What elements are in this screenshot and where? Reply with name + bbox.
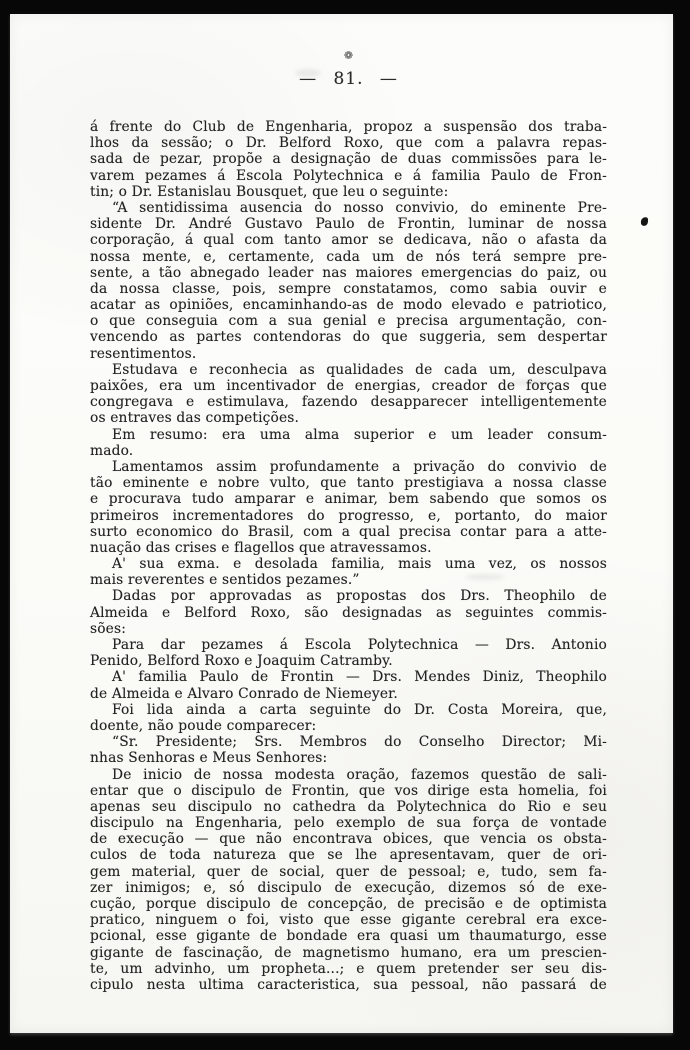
text-line: primeiros incrementadores do progresso, e, portanto, do maior <box>90 507 607 524</box>
text-line: da nossa classe, pois, sempre constatamos, como sabia ouvir e <box>90 280 607 297</box>
text-line: te, um advinho, um propheta...; e quem pretender ser seu dis- <box>90 960 607 977</box>
text-line: e procurava tudo amparar e animar, bem sabendo que somos os <box>90 491 607 508</box>
text-line: pcional, esse gigante de bondade era quasi um thaumaturgo, esse <box>90 928 607 945</box>
text-line: Foi lida ainda a carta seguinte do Dr. Costa Moreira, que, <box>112 701 607 718</box>
text-line: mais reverentes e sentidos pezames.” <box>90 572 360 589</box>
text-line: pratico, ninguem o foi, visto que esse gigante cerebral era exce- <box>90 912 607 929</box>
text-line: Penido, Belford Roxo e Joaquim Catramby. <box>90 653 393 670</box>
text-line: tin; o Dr. Estanislau Bousquet, que leu o seguinte: <box>90 183 449 200</box>
ink-blemish <box>640 216 649 227</box>
page-number: — 81. — <box>299 69 398 89</box>
scan-smudge <box>295 69 321 77</box>
text-line: varem pezames á Escola Polytechnica e á familia Paulo de Fron- <box>90 167 607 184</box>
text-line: doente, não poude comparecer: <box>90 717 317 734</box>
text-line: zer inimigos; e, só discipulo de execução, dizemos só de exe- <box>90 879 607 896</box>
text-line: Almeida e Belford Roxo, são designadas as seguintes commis- <box>90 604 607 621</box>
text-line: discipulo na Engenharia, pelo exemplo de sua força de vontade <box>90 815 607 832</box>
text-line: A' familia Paulo de Frontin — Drs. Mendes Diniz, Theophilo <box>112 669 607 686</box>
text-line: Estudava e reconhecia as qualidades de cada um, desculpava <box>112 361 607 378</box>
text-line: nuação das crises e flagellos que atravessamos. <box>90 539 432 556</box>
text-line: cipulo nesta ultima caracteristica, sua pessoal, não passará de <box>90 976 607 993</box>
scan-smudge <box>510 379 554 386</box>
text-line: vencendo as partes contendoras do que suggeria, sem despertar <box>90 329 607 346</box>
text-line: de execução — que não encontrava obices, que vencia os obsta- <box>90 831 607 848</box>
text-line: “Sr. Presidente; Srs. Membros do Conselho Director; Mi- <box>112 734 607 751</box>
text-line: Em resumo: era uma alma superior e um leader consum- <box>112 426 607 443</box>
text-line: culos de toda natureza que se lhe apresentavam, quer de ori- <box>90 847 607 864</box>
text-line: surto economico do Brasil, com a qual precisa contar para a atte- <box>90 523 607 540</box>
text-line: apenas seu discipulo no cathedra da Polytechnica do Rio e seu <box>90 798 607 815</box>
text-line: congregava e estimulava, fazendo desapparecer intelligentemente <box>90 394 607 411</box>
text-line: sidente Dr. André Gustavo Paulo de Frontin, luminar de nossa <box>90 216 607 233</box>
text-line: paixões, era um incentivador de energias, creador de forças que <box>90 378 607 394</box>
text-line: o que conseguia com a sua genial e precisa argumentação, con- <box>90 313 607 330</box>
text-line: Para dar pezames á Escola Polytechnica — Drs. Antonio <box>112 637 607 653</box>
text-line: lhos da sessão; o Dr. Belford Roxo, que com a palavra repas- <box>90 135 607 152</box>
text-line: nossa mente, e, certamente, cada um de nós terá sempre pre- <box>90 248 607 265</box>
text-line: sões: <box>90 620 127 637</box>
text-line: mado. <box>90 442 134 459</box>
body-text <box>90 119 607 993</box>
text-line: De inicio de nossa modesta oração, fazemos questão de sali- <box>112 766 607 783</box>
scan-smudge <box>465 574 505 580</box>
text-line: de Almeida e Alvaro Conrado de Niemeyer. <box>90 685 398 702</box>
text-line: á frente do Club de Engenharia, propoz a suspensão dos traba- <box>90 119 607 135</box>
text-line: sente, a tão abnegado leader nas maiores emergencias do paiz, ou <box>90 264 607 281</box>
text-line: nhas Senhoras e Meus Senhores: <box>90 750 328 767</box>
text-line: “A sentidissima ausencia do nosso convivio, do eminente Pre- <box>112 199 607 216</box>
text-line: gigante de fascinação, de magnetismo humano, era um prescien- <box>90 944 607 961</box>
text-line: cução, porque discipulo de concepção, de precisão e de optimista <box>90 896 607 912</box>
text-line: sada de pezar, propõe a designação de duas commissões para le- <box>90 151 607 168</box>
text-line: acatar as opiniões, encaminhando-as de modo elevado e patriotico, <box>90 297 607 314</box>
text-line: Dadas por approvadas as propostas dos Drs. Theophilo de <box>112 588 607 605</box>
text-line: os entraves das competições. <box>90 410 300 427</box>
fleuron-ornament-icon: ❁ <box>343 49 354 62</box>
text-line: corporação, á qual com tanto amor se dedicava, não o afasta da <box>90 232 607 249</box>
text-line: Lamentamos assim profundamente a privação do convivio de <box>112 458 607 475</box>
scanned-page <box>10 14 673 1033</box>
text-line: resentimentos. <box>90 345 197 362</box>
text-line: A' sua exma. e desolada familia, mais uma vez, os nossos <box>112 556 607 573</box>
text-line: entar que o discipulo de Frontin, que vos dirige esta homelia, foi <box>90 782 607 799</box>
text-line: tão eminente e nobre vulto, que tanto prestigiava a nossa classe <box>90 475 607 492</box>
text-line: gem material, quer de social, quer de pessoal; e, tudo, sem fa- <box>90 863 607 880</box>
